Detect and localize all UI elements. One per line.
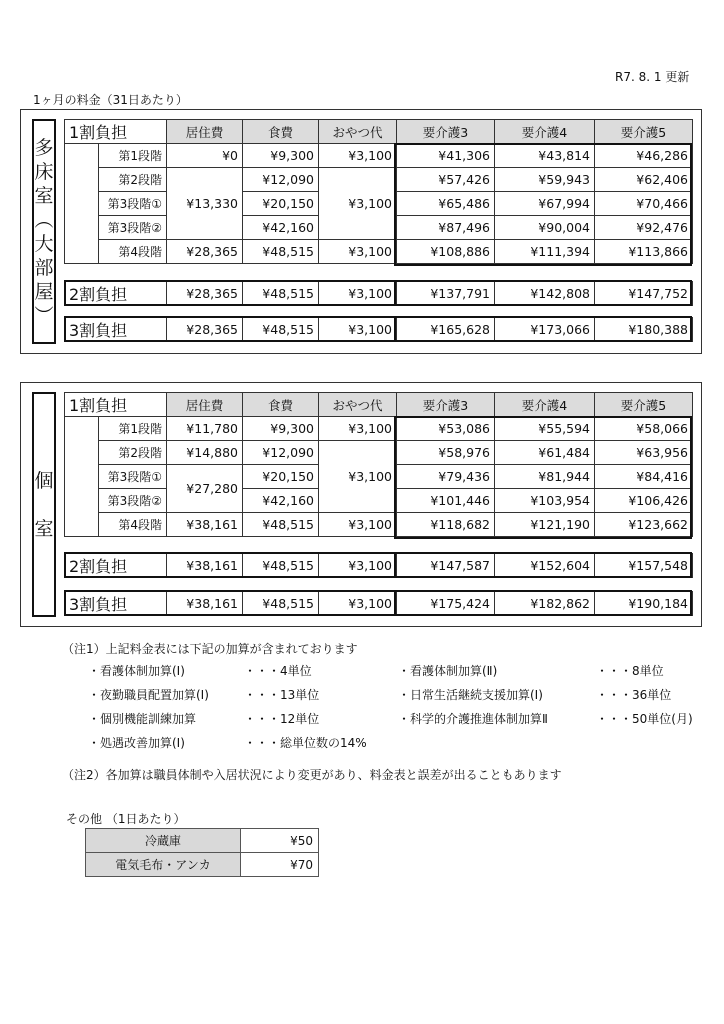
living-cost: ¥28,365 <box>167 282 243 306</box>
snack-cost: ¥3,100 <box>319 168 397 240</box>
col-header-snack: おやつ代 <box>319 393 397 417</box>
indent-cell <box>65 144 99 264</box>
col-header-food: 食費 <box>243 393 319 417</box>
stage-label: 第4段階 <box>99 240 167 264</box>
care5-fee: ¥180,388 <box>595 318 693 342</box>
stage-label: 第2段階 <box>99 168 167 192</box>
living-cost: ¥28,365 <box>167 318 243 342</box>
care4-fee: ¥67,994 <box>495 192 595 216</box>
care4-fee: ¥152,604 <box>495 554 595 578</box>
snack-cost: ¥3,100 <box>319 441 397 513</box>
note-item-unit: ・・・36単位 <box>596 688 672 702</box>
snack-cost: ¥3,100 <box>319 282 397 306</box>
table-row <box>65 441 693 465</box>
food-cost: ¥48,515 <box>243 592 319 616</box>
note-item-unit: ・・・13単位 <box>244 688 320 702</box>
room-label-char: 室 <box>34 517 54 540</box>
snack-cost: ¥3,100 <box>319 318 397 342</box>
snack-cost: ¥3,100 <box>319 554 397 578</box>
note-item-name: ・個別機能訓練加算 <box>88 712 197 726</box>
table-row <box>65 240 693 264</box>
care3-fee: ¥108,886 <box>397 240 495 264</box>
food-cost: ¥20,150 <box>243 465 319 489</box>
care4-fee: ¥81,944 <box>495 465 595 489</box>
care3-fee: ¥41,306 <box>397 144 495 168</box>
room-label-char: 個 <box>34 469 54 492</box>
stage-label: 第3段階② <box>99 216 167 240</box>
fee-table-private-1 <box>64 392 693 537</box>
table-row <box>65 592 693 616</box>
care3-fee: ¥79,436 <box>397 465 495 489</box>
care4-fee: ¥182,862 <box>495 592 595 616</box>
care5-fee: ¥63,956 <box>595 441 693 465</box>
living-cost: ¥38,161 <box>167 554 243 578</box>
table-row <box>65 513 693 537</box>
table-row <box>86 853 319 877</box>
care5-fee: ¥147,752 <box>595 282 693 306</box>
note-item-name: ・処遇改善加算(Ⅰ) <box>88 736 185 750</box>
indent-cell <box>65 417 99 537</box>
food-cost: ¥20,150 <box>243 192 319 216</box>
col-header-care3: 要介護3 <box>397 120 495 144</box>
other-item-value: ¥70 <box>241 853 319 877</box>
care5-fee: ¥123,662 <box>595 513 693 537</box>
stage-label: 第4段階 <box>99 513 167 537</box>
care4-fee: ¥55,594 <box>495 417 595 441</box>
care4-fee: ¥43,814 <box>495 144 595 168</box>
food-cost: ¥9,300 <box>243 144 319 168</box>
other-item-value: ¥50 <box>241 829 319 853</box>
care4-fee: ¥111,394 <box>495 240 595 264</box>
table-row <box>65 554 693 578</box>
fee-table-private-2 <box>64 553 693 578</box>
table-row <box>65 282 693 306</box>
care3-fee: ¥58,976 <box>397 441 495 465</box>
update-date: R7. 8. 1 更新 <box>615 70 690 84</box>
care3-fee: ¥118,682 <box>397 513 495 537</box>
fee-table-multi-bed-3 <box>64 317 693 342</box>
other-fee-table <box>85 828 319 877</box>
snack-cost: ¥3,100 <box>319 240 397 264</box>
care4-fee: ¥103,954 <box>495 489 595 513</box>
snack-cost: ¥3,100 <box>319 513 397 537</box>
burden-label: 3割負担 <box>65 318 167 342</box>
food-cost: ¥48,515 <box>243 513 319 537</box>
other-item-label: 冷蔵庫 <box>86 829 241 853</box>
care3-fee: ¥53,086 <box>397 417 495 441</box>
stage-label: 第1段階 <box>99 144 167 168</box>
stage-label: 第3段階② <box>99 489 167 513</box>
care5-fee: ¥46,286 <box>595 144 693 168</box>
room-label-private <box>32 392 56 617</box>
col-header-snack: おやつ代 <box>319 120 397 144</box>
fee-table-multi-bed-2 <box>64 281 693 306</box>
fee-table-multi-bed-1 <box>64 119 693 264</box>
room-label-char: 床 <box>34 160 54 183</box>
note-item-name: ・夜勤職員配置加算(Ⅰ) <box>88 688 209 702</box>
col-header-living: 居住費 <box>167 393 243 417</box>
table-row <box>65 168 693 192</box>
care5-fee: ¥70,466 <box>595 192 693 216</box>
care4-fee: ¥59,943 <box>495 168 595 192</box>
burden-label: 3割負担 <box>65 592 167 616</box>
note-item-name: ・日常生活継続支援加算(Ⅰ) <box>398 688 543 702</box>
fee-table-private-3 <box>64 591 693 616</box>
living-cost: ¥14,880 <box>167 441 243 465</box>
care5-fee: ¥113,866 <box>595 240 693 264</box>
room-label-multi-bed <box>32 119 56 344</box>
note-2: （注2）各加算は職員体制や入居状況により変更があり、料金表と誤差が出ることもあります <box>62 768 562 782</box>
col-header-care4: 要介護4 <box>495 120 595 144</box>
care3-fee: ¥65,486 <box>397 192 495 216</box>
stage-label: 第1段階 <box>99 417 167 441</box>
col-header-care4: 要介護4 <box>495 393 595 417</box>
food-cost: ¥48,515 <box>243 282 319 306</box>
living-cost: ¥11,780 <box>167 417 243 441</box>
care4-fee: ¥173,066 <box>495 318 595 342</box>
other-title: その他 （1日あたり） <box>66 812 186 826</box>
care3-fee: ¥101,446 <box>397 489 495 513</box>
living-cost: ¥38,161 <box>167 513 243 537</box>
room-label-char: 室 <box>34 184 54 207</box>
care4-fee: ¥121,190 <box>495 513 595 537</box>
note-item-name: ・看護体制加算(Ⅰ) <box>88 664 185 678</box>
table-row <box>65 318 693 342</box>
living-cost: ¥0 <box>167 144 243 168</box>
care3-fee: ¥87,496 <box>397 216 495 240</box>
snack-cost: ¥3,100 <box>319 592 397 616</box>
living-cost: ¥27,280 <box>167 465 243 513</box>
note-item-unit: ・・・8単位 <box>596 664 664 678</box>
note-item-unit: ・・・4単位 <box>244 664 312 678</box>
living-cost: ¥28,365 <box>167 240 243 264</box>
snack-cost: ¥3,100 <box>319 144 397 168</box>
room-label-char: 部 <box>34 256 54 279</box>
food-cost: ¥48,515 <box>243 554 319 578</box>
care5-fee: ¥62,406 <box>595 168 693 192</box>
room-label-char: 大 <box>34 232 54 255</box>
care5-fee: ¥190,184 <box>595 592 693 616</box>
care5-fee: ¥92,476 <box>595 216 693 240</box>
room-label-char: 多 <box>34 136 54 159</box>
stage-label: 第3段階① <box>99 192 167 216</box>
table-header-row <box>65 393 693 417</box>
table-row <box>65 417 693 441</box>
care5-fee: ¥157,548 <box>595 554 693 578</box>
room-label-char: 屋 <box>34 280 54 303</box>
care3-fee: ¥137,791 <box>397 282 495 306</box>
living-cost: ¥13,330 <box>167 168 243 240</box>
stage-label: 第2段階 <box>99 441 167 465</box>
care4-fee: ¥61,484 <box>495 441 595 465</box>
note-item-name: ・看護体制加算(Ⅱ) <box>398 664 498 678</box>
note-1: （注1）上記料金表には下記の加算が含まれております <box>62 642 358 656</box>
burden-label: 2割負担 <box>65 282 167 306</box>
food-cost: ¥9,300 <box>243 417 319 441</box>
burden-label: 2割負担 <box>65 554 167 578</box>
care5-fee: ¥58,066 <box>595 417 693 441</box>
note-item-unit: ・・・12単位 <box>244 712 320 726</box>
food-cost: ¥12,090 <box>243 168 319 192</box>
care3-fee: ¥57,426 <box>397 168 495 192</box>
note-item-unit: ・・・総単位数の14% <box>244 736 367 750</box>
care5-fee: ¥84,416 <box>595 465 693 489</box>
stage-label: 第3段階① <box>99 465 167 489</box>
food-cost: ¥48,515 <box>243 240 319 264</box>
table-header-row <box>65 120 693 144</box>
col-header-care3: 要介護3 <box>397 393 495 417</box>
care5-fee: ¥106,426 <box>595 489 693 513</box>
food-cost: ¥42,160 <box>243 216 319 240</box>
col-header-living: 居住費 <box>167 120 243 144</box>
col-header-food: 食費 <box>243 120 319 144</box>
care4-fee: ¥90,004 <box>495 216 595 240</box>
col-header-care5: 要介護5 <box>595 120 693 144</box>
burden-label: 1割負担 <box>65 393 167 417</box>
burden-label: 1割負担 <box>65 120 167 144</box>
note-item-name: ・科学的介護推進体制加算Ⅱ <box>398 712 548 726</box>
other-item-label: 電気毛布・アンカ <box>86 853 241 877</box>
food-cost: ¥12,090 <box>243 441 319 465</box>
snack-cost: ¥3,100 <box>319 417 397 441</box>
room-label-char: ︶ <box>34 304 54 327</box>
fee-subtitle: 1ヶ月の料金（31日あたり） <box>33 93 188 107</box>
care4-fee: ¥142,808 <box>495 282 595 306</box>
col-header-care5: 要介護5 <box>595 393 693 417</box>
care3-fee: ¥165,628 <box>397 318 495 342</box>
note-item-unit: ・・・50単位(月) <box>596 712 693 726</box>
table-row <box>65 144 693 168</box>
room-label-char: ︵ <box>34 208 54 231</box>
living-cost: ¥38,161 <box>167 592 243 616</box>
care3-fee: ¥175,424 <box>397 592 495 616</box>
care3-fee: ¥147,587 <box>397 554 495 578</box>
food-cost: ¥48,515 <box>243 318 319 342</box>
food-cost: ¥42,160 <box>243 489 319 513</box>
table-row <box>86 829 319 853</box>
